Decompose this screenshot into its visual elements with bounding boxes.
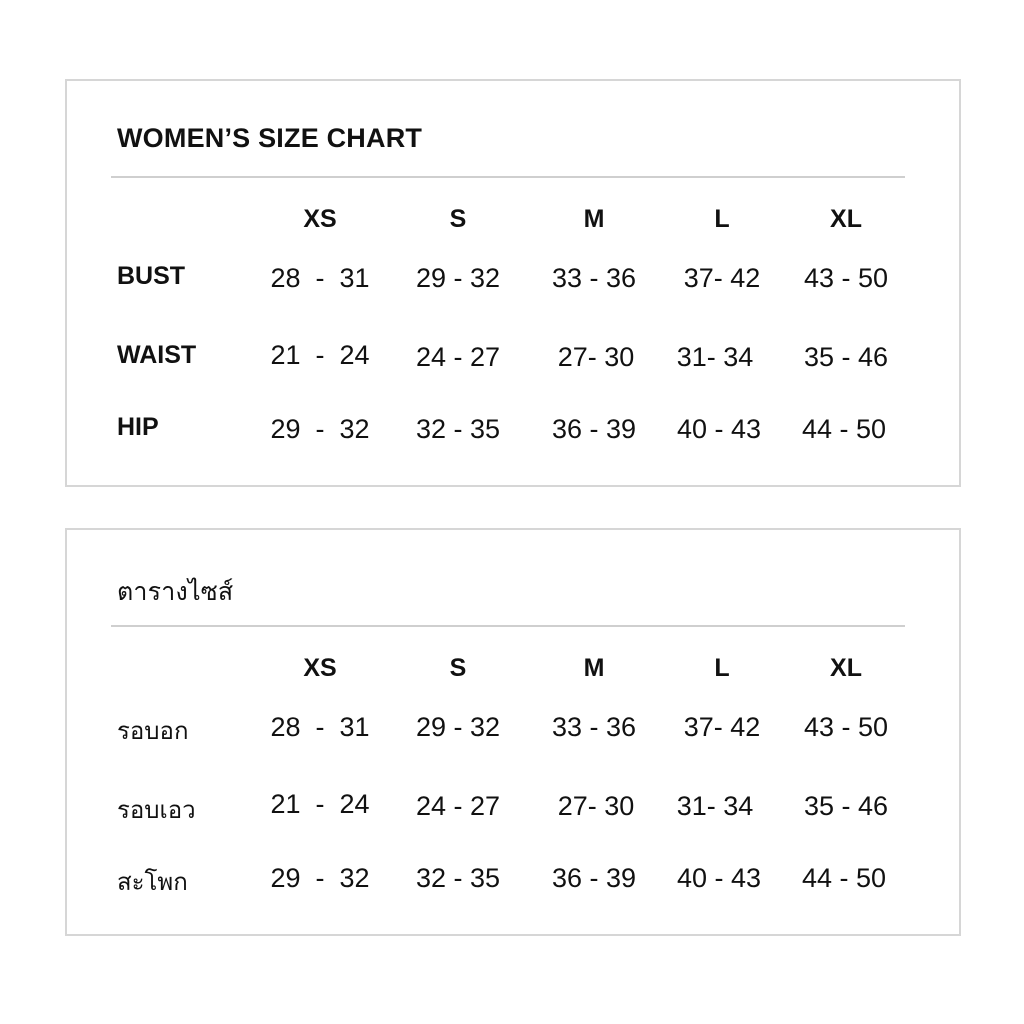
cell-hip-l: 40 - 43 — [676, 414, 762, 444]
cell-bust-s: 29 - 32 — [415, 712, 501, 742]
size-chart-card-english — [65, 79, 961, 487]
cell-hip-s: 32 - 35 — [415, 414, 501, 444]
cell-hip-l: 40 - 43 — [676, 863, 762, 893]
cell-hip-xs: 29 - 32 — [270, 863, 370, 893]
cell-waist-s: 24 - 27 — [415, 342, 501, 372]
size-header-xs: XS — [303, 205, 337, 233]
size-header-s: S — [449, 654, 467, 682]
cell-bust-m: 33 - 36 — [551, 263, 637, 293]
cell-waist-xl: 35 - 46 — [803, 342, 889, 372]
cell-waist-s: 24 - 27 — [415, 791, 501, 821]
size-header-l: L — [714, 205, 730, 233]
chart-title: WOMEN’S SIZE CHART — [117, 123, 423, 153]
size-header-xl: XL — [830, 654, 862, 682]
size-header-l: L — [714, 654, 730, 682]
cell-waist-l: 31- 34 — [676, 342, 754, 372]
size-header-m: M — [583, 654, 605, 682]
cell-waist-m: 27- 30 — [557, 342, 635, 372]
row-label-waist: รอบเอว — [117, 796, 196, 824]
cell-hip-m: 36 - 39 — [551, 414, 637, 444]
cell-hip-xl: 44 - 50 — [801, 414, 887, 444]
row-label-bust: BUST — [117, 262, 186, 290]
size-header-s: S — [449, 205, 467, 233]
title-divider — [111, 625, 905, 627]
size-header-xs: XS — [303, 654, 337, 682]
chart-title: ตารางไซส์ — [117, 577, 234, 606]
cell-hip-s: 32 - 35 — [415, 863, 501, 893]
cell-waist-m: 27- 30 — [557, 791, 635, 821]
size-header-xl: XL — [830, 205, 862, 233]
cell-bust-xl: 43 - 50 — [803, 263, 889, 293]
row-label-hip: สะโพก — [117, 868, 188, 896]
cell-waist-xl: 35 - 46 — [803, 791, 889, 821]
cell-bust-m: 33 - 36 — [551, 712, 637, 742]
size-header-m: M — [583, 205, 605, 233]
cell-bust-s: 29 - 32 — [415, 263, 501, 293]
cell-bust-xs: 28 - 31 — [270, 263, 370, 293]
cell-waist-l: 31- 34 — [676, 791, 754, 821]
cell-hip-xl: 44 - 50 — [801, 863, 887, 893]
title-divider — [111, 176, 905, 178]
cell-waist-xs: 21 - 24 — [270, 340, 370, 370]
cell-hip-m: 36 - 39 — [551, 863, 637, 893]
cell-bust-xl: 43 - 50 — [803, 712, 889, 742]
cell-waist-xs: 21 - 24 — [270, 789, 370, 819]
cell-bust-l: 37- 42 — [683, 263, 761, 293]
size-chart-card-thai — [65, 528, 961, 936]
cell-hip-xs: 29 - 32 — [270, 414, 370, 444]
row-label-hip: HIP — [117, 413, 159, 441]
cell-bust-xs: 28 - 31 — [270, 712, 370, 742]
row-label-waist: WAIST — [117, 341, 197, 369]
cell-bust-l: 37- 42 — [683, 712, 761, 742]
row-label-bust: รอบอก — [117, 717, 189, 745]
